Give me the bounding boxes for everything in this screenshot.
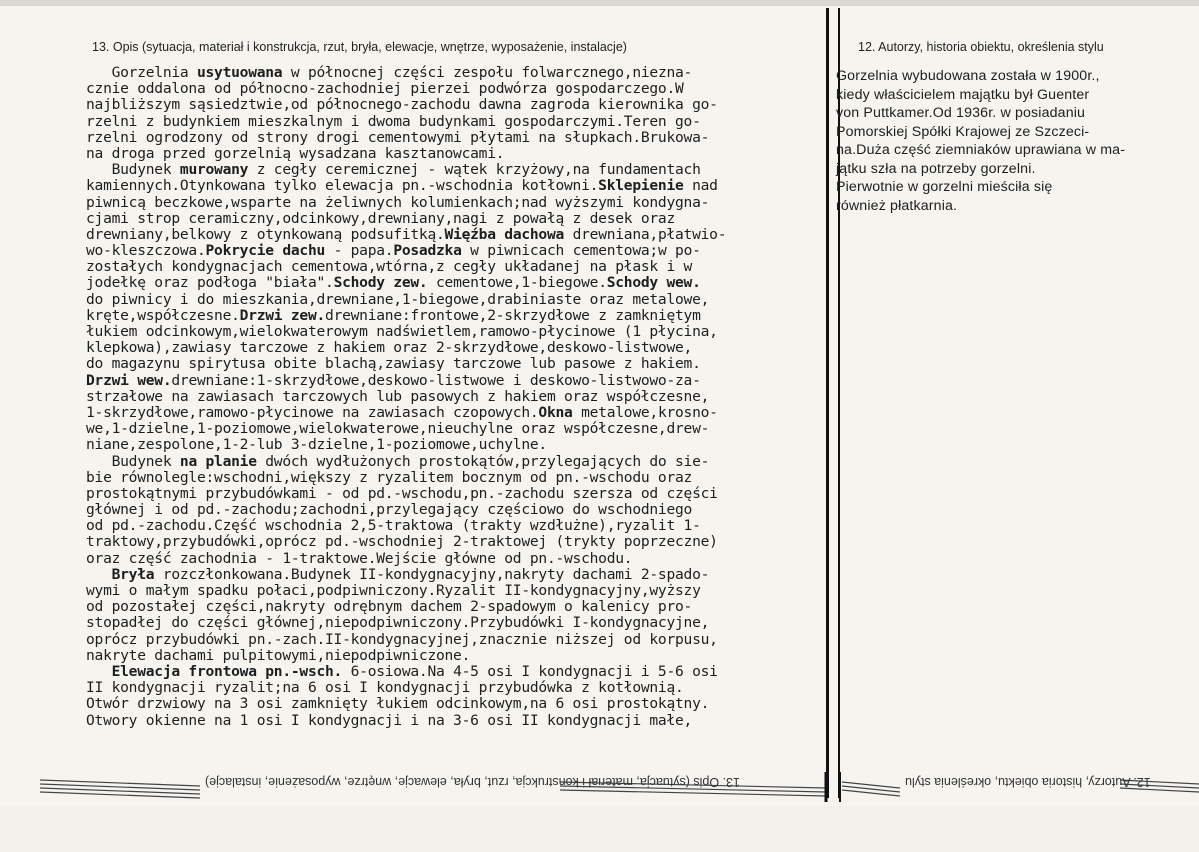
description-line [86, 421, 836, 437]
text-run: Otwór drzwiowy na 3 osi zamknięty łukiem odcinkowym,na 6 osi prostokątny. [86, 695, 710, 713]
text-run: od pd.-zachodu.Część wschodnia 2,5-traktowa (trakty wzdłużne),ryzalit 1- [86, 517, 701, 535]
history-line: na.Duża część ziemniaków uprawiana w ma- [836, 142, 1126, 158]
description-line [86, 632, 836, 648]
text-run: Budynek [86, 161, 180, 179]
description-line [86, 195, 836, 211]
history-line: również płatkarnia. [836, 197, 958, 214]
bold-term: Drzwi zew. [239, 306, 326, 324]
text-run: prostokątnymi przybudówkami - od pd.-wschodu,pn.-zachodu szersza od części [86, 484, 718, 502]
description-line [86, 81, 836, 97]
bold-term: Bryła [111, 565, 155, 583]
description-line [86, 275, 836, 291]
description-line [86, 292, 836, 308]
text-run: cjami strop ceramiczny,odcinkowy,drewniany,nagi z powałą z desek oraz [86, 209, 675, 227]
description-line [86, 486, 836, 502]
text-run: najbliższym sąsiedztwie,od północnego-zachodu dawna zagroda kierownika go- [86, 96, 718, 114]
text-run: łukiem odcinkowym,wielokwaterowym nadświetlem,ramowo-płycinowe (1 płycina, [86, 323, 718, 340]
text-run: strzałowe na zawiasach tarczowych lub pasowych z hakiem oraz współczesne, [86, 387, 710, 405]
description-line [86, 696, 836, 712]
description-line [86, 713, 836, 729]
text-run: dwóch wydłużonych prostokątów,przylegających do sie- [256, 452, 710, 470]
text-run: we,1-dzielne,1-poziomowe,wielokwaterowe,nieuchylne oraz współczesne,drew- [86, 420, 710, 438]
description-line [86, 567, 836, 583]
history-line: kiedy właścicielem majątku był Guenter [836, 86, 1090, 103]
text-run: rozczłonkowana.Budynek II-kondygnacyjny,nakryty dachami 2-spado- [154, 565, 710, 583]
history-line: Pomorskiej Spółki Krajowej ze Szczeci- [836, 123, 1090, 140]
text-run: wymi o małym spadku połaci,podpiwniczony.Ryzalit II-kondygnacyjny,wyższy [86, 582, 701, 599]
description-line [86, 340, 836, 356]
description-line [86, 146, 836, 162]
text-run: Otwory okienne na 1 osi I kondygnacji i na 3-6 osi II kondygnacji małe, [86, 711, 693, 729]
description-line [86, 389, 836, 405]
description-line [86, 534, 836, 550]
description-line [86, 243, 836, 259]
description-line [86, 227, 836, 243]
text-run: na droga przed gorzelnią wysadzana kasztanowcami. [86, 144, 505, 162]
text-run: drewniane:1-skrzydłowe,deskowo-listwowe i deskowo-listwowo-za- [171, 371, 701, 389]
description-line [86, 130, 836, 146]
mirrored-section-12-heading: 12. Autorzy, historia obiektu, określenia stylu [905, 775, 1151, 789]
text-run: do piwnicy i do mieszkania,drewniane,1-biegowe,drabiniaste oraz metalowe, [86, 290, 710, 308]
history-line: Pierwotnie w gorzelni mieściła się [836, 179, 1053, 195]
text-run: cementowe,1-biegowe. [427, 274, 607, 292]
text-run: II kondygnacji ryzalit;na 6 osi I kondygnacji przybudówka z kotłownią. [86, 679, 684, 697]
mirrored-section-13-heading: 13. Opis (sytuacja, materiał i konstrukcja, rzut, bryła, elewacje, wnętrze, wyposażenie, instalacje) [205, 775, 740, 789]
text-run: od pozostałej części,nakryty odrębnym dachem 2-spadowym o kalenicy pro- [86, 598, 693, 616]
text-run: - papa. [325, 242, 394, 260]
text-run: wo-kleszczowa. [86, 242, 206, 260]
text-run: jodełkę oraz podłoga "biała". [86, 274, 334, 292]
text-run: metalowe,krosno- [572, 403, 718, 421]
text-run: stopadłej do części głównej,niepodpiwniczony.Przybudówki I-kondygnacyjne, [86, 614, 710, 632]
history-line: von Puttkamer.Od 1936r. w posiadaniu [836, 105, 1086, 121]
bold-term: Pokrycie dachu [205, 242, 326, 260]
text-run: klepkowa),zawiasy tarczowe z hakiem oraz 2-skrzydłowe,deskowo-listwowe, [86, 339, 693, 357]
text-run: zostałych kondygnacjach cementowa,wtórna,z cegły układanej na płask i w [86, 258, 693, 276]
description-line [86, 97, 836, 113]
card-top-edge [0, 0, 1199, 6]
description-line [86, 470, 836, 486]
description-line [86, 211, 836, 227]
description-line [86, 65, 836, 81]
text-run: bie równolegle:wschodni,większy z ryzalitem bocznym od pn.-wschodu oraz [86, 468, 693, 486]
description-line [86, 454, 836, 470]
description-line [86, 664, 836, 680]
text-run: z cegły ceremicznej - wątek krzyżowy,na fundamentach [248, 161, 701, 179]
section-13-heading: 13. Opis (sytuacja, materiał i konstrukcja, rzut, bryła, elewacje, wnętrze, wyposażenie, instalacje) [92, 40, 627, 54]
text-run: w północnej części zespołu folwarcznego,niezna- [282, 64, 693, 81]
text-run: Budynek [86, 452, 180, 470]
history-line: jątku szła na potrzeby gorzelni. [836, 160, 1036, 177]
description-line [86, 373, 836, 389]
bold-term: Więźba dachowa [444, 225, 565, 243]
text-run: do magazynu spirytusa obite blachą,zawiasy tarczowe lub pasowe z hakiem. [86, 355, 701, 373]
bold-term: usytuowana [196, 64, 283, 81]
text-run [86, 663, 112, 680]
description-text [86, 65, 836, 729]
text-run: głównej i od pd.-zachodu;zachodni,przylegający częściowo do wschodniego [86, 501, 693, 519]
history-line: Gorzelnia wybudowana została w 1900r., [836, 68, 1100, 84]
text-run: kamiennych.Otynkowana tylko elewacja pn.-wschodnia kotłowni. [86, 177, 599, 195]
bold-term: Drzwi wew. [86, 371, 172, 389]
description-line [86, 583, 836, 599]
description-line [86, 437, 836, 453]
text-run: 6-osiowa.Na 4-5 osi I kondygnacji i 5-6 osi [342, 662, 718, 680]
text-run: cznie oddalona od północno-zachodniej pierzei podwórza gospodarczego.W [86, 80, 684, 98]
description-line [86, 599, 836, 615]
description-line [86, 648, 836, 664]
text-run: oprócz przybudówki pn.-zach.II-kondygnacyjnej,znacznie niższej od korpusu, [86, 630, 718, 648]
description-line [86, 615, 836, 631]
bold-term: Posadzka [393, 242, 462, 260]
text-run: oraz część zachodnia - 1-traktowe.Wejście główne od pn.-wschodu. [86, 549, 633, 567]
text-run: traktowy,przybudówki,oprócz pd.-wschodniej 2-traktowej (trykty poprzeczne) [86, 533, 718, 551]
text-run: drewniana,płatwio- [564, 225, 727, 243]
description-line [86, 551, 836, 567]
bold-term: Sklepienie [598, 177, 684, 195]
text-run: kręte,współczesne. [86, 306, 240, 324]
description-line [86, 259, 836, 275]
description-line [86, 356, 836, 372]
description-line [86, 178, 836, 194]
section-12-heading: 12. Autorzy, historia obiektu, określenia stylu [858, 40, 1104, 54]
text-run: nad [683, 177, 718, 195]
bold-term: Elewacja frontowa pn.-wsch. [111, 662, 343, 680]
text-run [86, 566, 112, 583]
description-line [86, 518, 836, 534]
bold-term: Okna [538, 403, 573, 421]
text-run: drewniany,belkowy z otynkowaną podsufitką. [86, 225, 445, 243]
bold-term: Schody wew. [606, 274, 701, 292]
description-line [86, 308, 836, 324]
text-run: nakryte dachami pulpitowymi,niepodpiwniczone. [86, 646, 471, 664]
text-run: w piwnicach cementowa;w po- [461, 242, 701, 260]
card-bottom-margin [0, 806, 1199, 852]
description-line [86, 502, 836, 518]
description-line [86, 114, 836, 130]
text-run: Gorzelnia [86, 64, 197, 81]
bold-term: Schody zew. [333, 274, 428, 292]
text-run: rzelni ogrodzony od strony drogi cementowymi płytami na słupkach.Brukowa- [86, 128, 710, 146]
text-run: piwnicą beczkowe,wsparte na żeliwnych kolumienkach;nad wyższymi kondygna- [86, 193, 710, 211]
text-run: rzelni z budynkiem mieszkalnym i dwoma budynkami gospodarczymi.Teren go- [86, 112, 701, 130]
bold-term: murowany [179, 161, 249, 179]
description-line [86, 162, 836, 178]
text-run: 1-skrzydłowe,ramowo-płycinowe na zawiasach czopowych. [86, 403, 539, 421]
bold-term: na planie [179, 452, 257, 470]
history-text [836, 67, 1196, 215]
description-line [86, 324, 836, 340]
text-run: drewniane:frontowe,2-skrzydłowe z zamkniętym [325, 306, 701, 324]
description-line [86, 680, 836, 696]
description-line [86, 405, 836, 421]
text-run: niane,zespolone,1-2-lub 3-dzielne,1-poziomowe,uchylne. [86, 436, 547, 454]
